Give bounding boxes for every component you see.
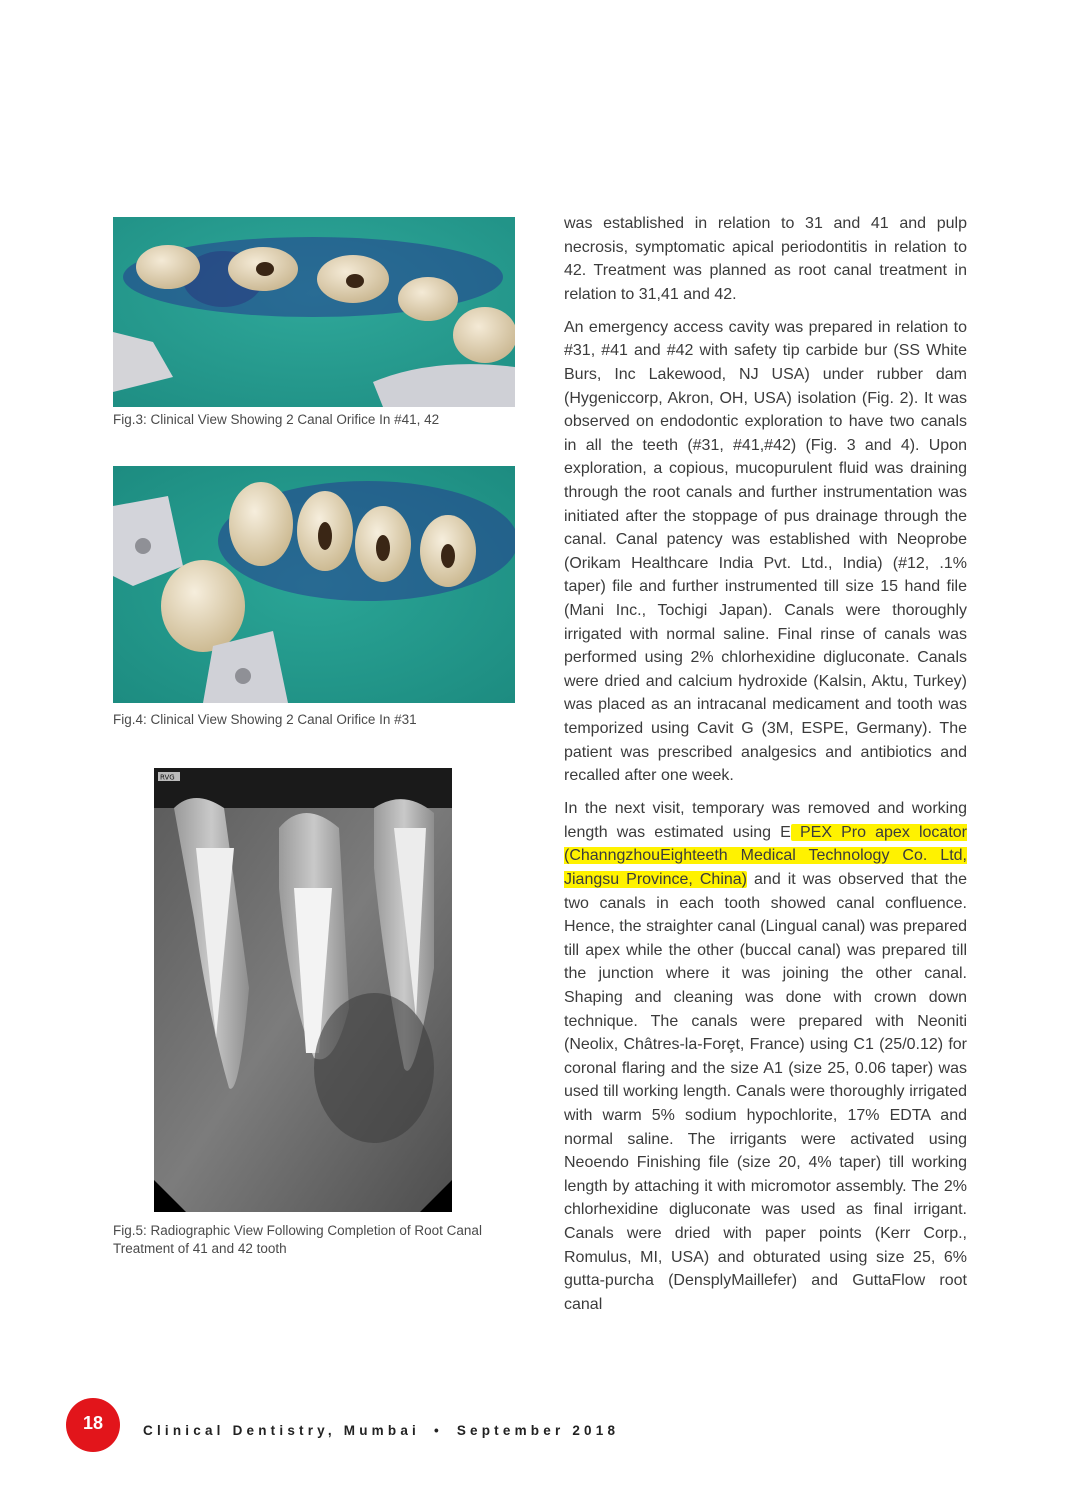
figure-4-photo: [113, 466, 515, 703]
figure-5-illustration: [154, 768, 452, 1212]
journal-footer: [143, 1423, 619, 1438]
figure-3-photo: [113, 217, 515, 407]
page-number-badge: 18: [66, 1398, 120, 1452]
figure-4-illustration: [113, 466, 515, 703]
figure-4-caption: Fig.4: Clinical View Showing 2 Canal Orifice In #31: [113, 712, 417, 727]
figure-3-illustration: [113, 217, 515, 407]
figure-5-caption: Fig.5: Radiographic View Following Completion of Root Canal Treatment of 41 and 42 tooth: [113, 1223, 482, 1256]
figure-3-caption: Fig.3: Clinical View Showing 2 Canal Orifice In #41, 42: [113, 412, 440, 427]
paragraph-3-start: In the next visit, temporary was removed and working length was estimated using E: [564, 800, 967, 841]
journal-name: Clinical Dentistry, Mumbai: [143, 1423, 420, 1438]
issue-date: September 2018: [456, 1423, 620, 1438]
paragraph-3-end: and it was observed that the two canals in each tooth showed canal confluence. Hence, the straighter canal (Lingual canal) was prepared till apex while the other (buccal canal) was prepared till the junction where it was joining the other canal. Shaping and cleaning was done with crown down technique. The canals were prepared with Neoniti (Neolix, Châtres-la-Forȩt, France) using C1 (25/0.12) for coronal flaring and the size A1 (size 25, 0.06 taper) was used till working length. Canals were thoroughly irrigated with warm 5% sodium hypochlorite, 17% EDTA and normal saline. The irrigants were activated using Neoendo Finishing file (size 20, 4% taper) till working length by attaching it with micromotor assembly. The 2% chlorhexidine digluconate was used as final irrigant. Canals were dried with paper points (Kerr Corp., Romulus, MI, USA) and obturated using size 25, 6% gutta-purcha (DensplyMaillefer) and GuttaFlow root canal: [564, 871, 967, 1313]
radiograph-stamp: RVG: [160, 773, 175, 782]
paragraph-3: [564, 797, 967, 1316]
highlighted-text: PEX Pro apex locator (ChanngzhouEighteeth Medical Technology Co. Ltd, Jiangsu Province, China): [564, 823, 967, 889]
footer-separator: •: [433, 1423, 443, 1438]
paragraph-1: was established in relation to 31 and 41 and pulp necrosis, symptomatic apical periodontitis in relation to 42. Treatment was planned as root canal treatment in relation to 31,41 and 42.: [564, 215, 967, 303]
body-text-column: [564, 212, 967, 1326]
figure-5-radiograph: [154, 768, 452, 1212]
paragraph-2: An emergency access cavity was prepared in relation to #31, #41 and #42 with safety tip carbide bur (SS White Burs, Inc Lakewood, NJ USA) under rubber dam (Hygeniccorp, Akron, OH, USA) isolation (Fig. 2). It was observed on endodontic exploration to have two canals in all the teeth (#31, #41,#42) (Fig. 3 and 4). Upon exploration, a copious, mucopurulent fluid was draining through the root canals and further instrumentation was initiated after the stoppage of pus drainage through the canal. Canal patency was established with Neoprobe (Orikam Healthcare India Pvt. Ltd., India) (#12, .1% taper) file and further instrumented till size 15 hand file (Mani Inc., Tochigi Japan). Canals were thoroughly irrigated with normal saline. Final rinse of canals was performed using 2% chlorhexidine digluconate. Canals were dried and calcium hydroxide (Kalsin, Aktu, Turkey) was placed as an intracanal medicament and tooth was temporized using Cavit G (3M, ESPE, Germany). The patient was prescribed analgesics and antibiotics and recalled after one week.: [564, 318, 967, 785]
